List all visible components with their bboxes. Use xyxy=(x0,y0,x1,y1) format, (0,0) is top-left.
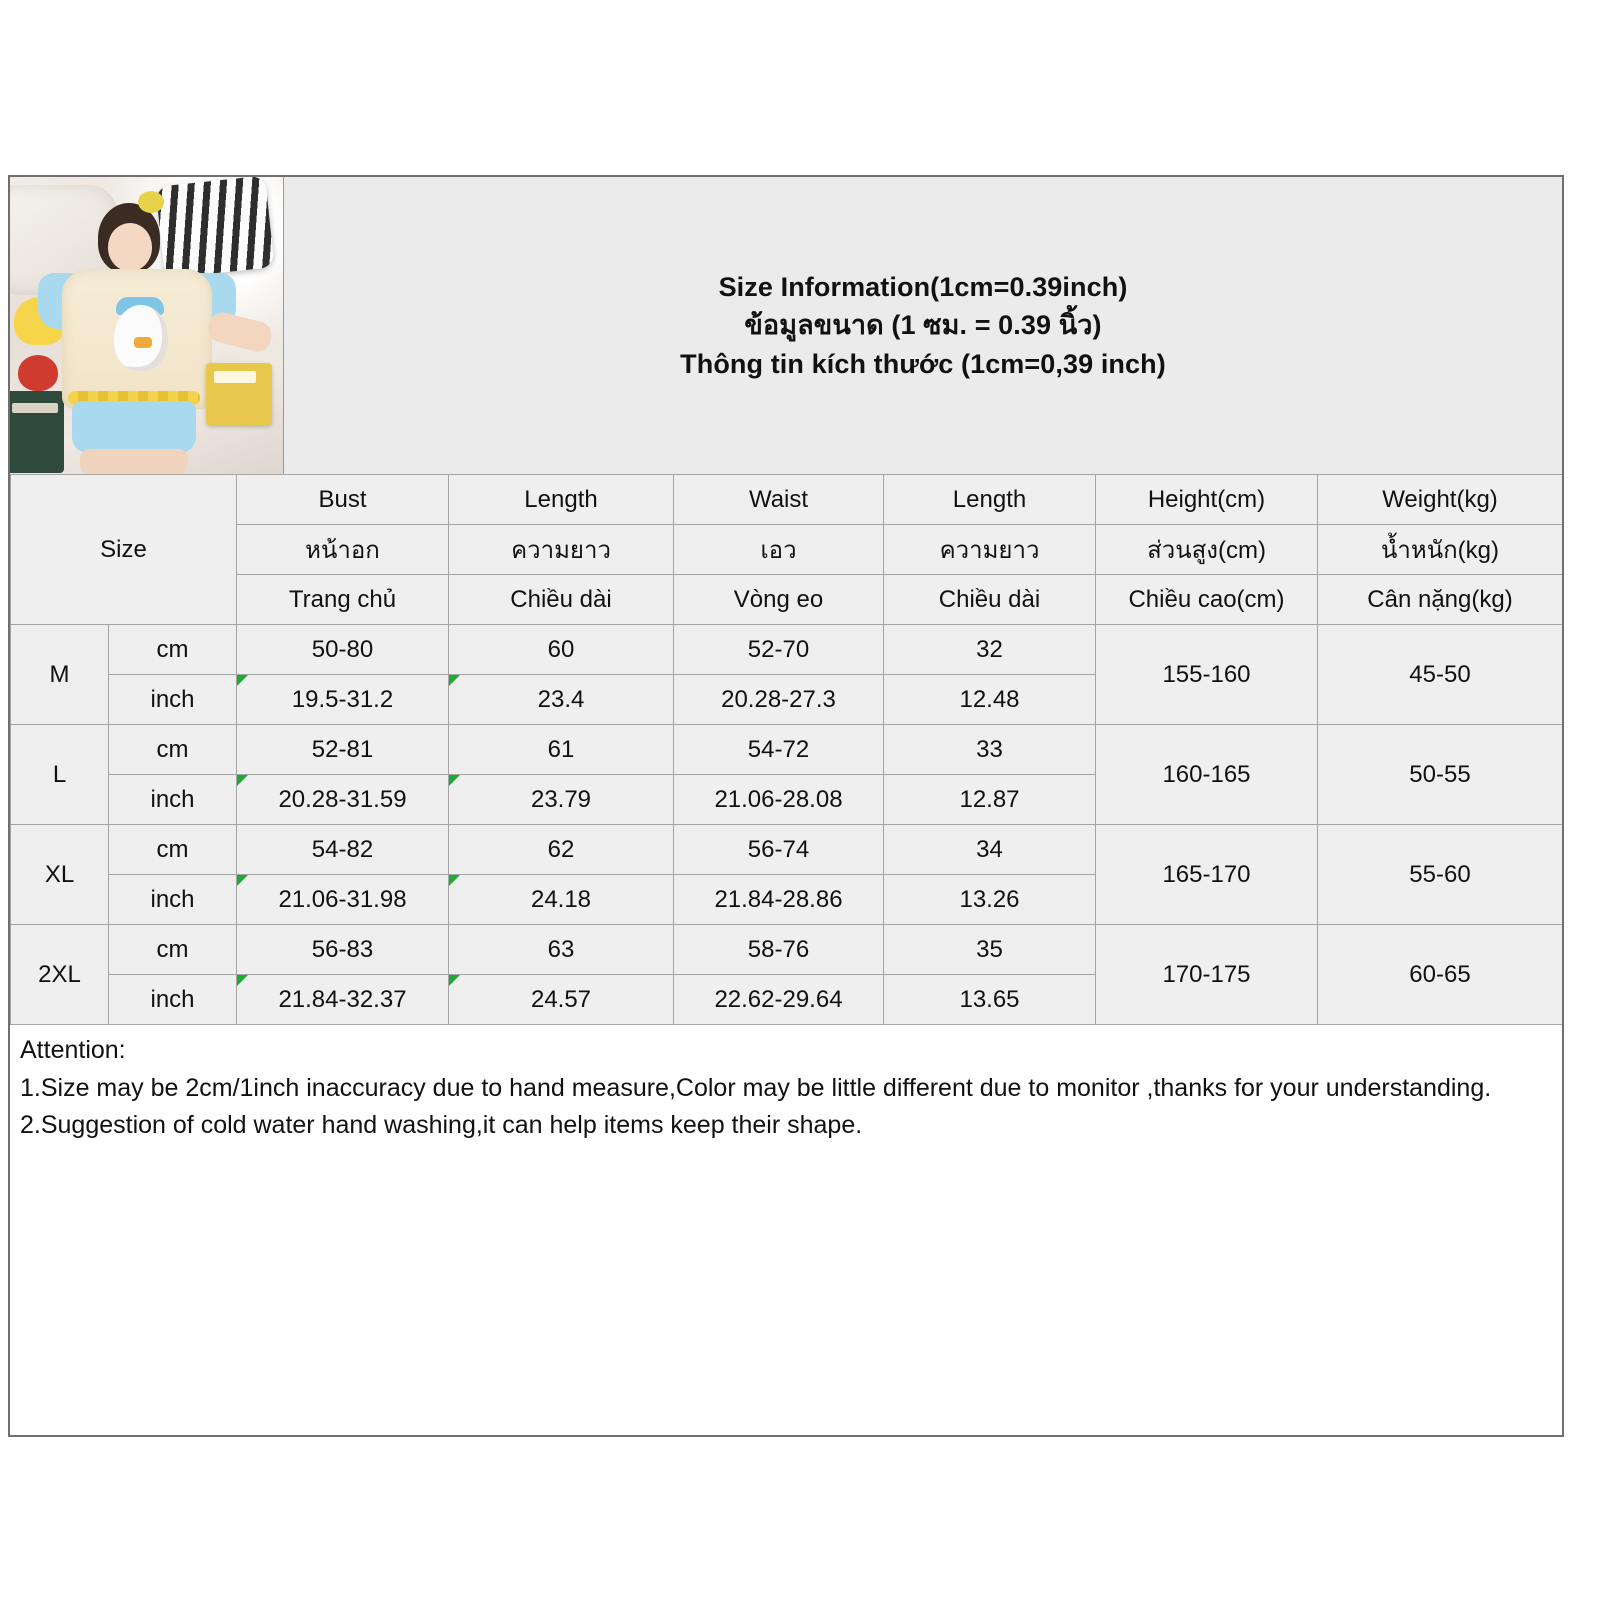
title-english: Size Information(1cm=0.39inch) xyxy=(718,272,1128,302)
table-row xyxy=(11,825,1563,875)
size-label-xl: XL xyxy=(11,825,109,925)
header-height-en: Height(cm) xyxy=(1096,475,1318,525)
2xl-inch-length1: 24.57 xyxy=(449,975,674,1025)
m-height: 155-160 xyxy=(1096,625,1318,725)
header-bust-th: หน้าอก xyxy=(237,525,449,575)
header-length1-en: Length xyxy=(449,475,674,525)
xl-cm-length2: 34 xyxy=(884,825,1096,875)
m-cm-length1: 60 xyxy=(449,625,674,675)
l-weight: 50-55 xyxy=(1318,725,1563,825)
l-height: 160-165 xyxy=(1096,725,1318,825)
unit-cm-xl: cm xyxy=(109,825,237,875)
2xl-cm-length2: 35 xyxy=(884,925,1096,975)
product-photo xyxy=(10,177,284,474)
2xl-height: 170-175 xyxy=(1096,925,1318,1025)
title-thai: ข้อมูลขนาด (1 ซม. = 0.39 นิ้ว) xyxy=(744,310,1102,341)
l-inch-length2: 12.87 xyxy=(884,775,1096,825)
xl-cm-waist: 56-74 xyxy=(674,825,884,875)
xl-inch-waist: 21.84-28.86 xyxy=(674,875,884,925)
header-weight-en: Weight(kg) xyxy=(1318,475,1563,525)
fruit-icon xyxy=(18,355,58,391)
model-legs xyxy=(80,449,188,474)
table-header-row-vi xyxy=(11,575,1563,625)
table-row xyxy=(11,925,1563,975)
l-cm-length2: 33 xyxy=(884,725,1096,775)
2xl-cm-waist: 58-76 xyxy=(674,925,884,975)
m-inch-length2: 12.48 xyxy=(884,675,1096,725)
pajama-shorts xyxy=(72,401,196,453)
xl-height: 165-170 xyxy=(1096,825,1318,925)
l-cm-length1: 61 xyxy=(449,725,674,775)
header-height-th: ส่วนสูง(cm) xyxy=(1096,525,1318,575)
m-inch-length1: 23.4 xyxy=(449,675,674,725)
title-block xyxy=(284,177,1562,474)
xl-inch-bust: 21.06-31.98 xyxy=(237,875,449,925)
green-corner-marker-icon xyxy=(281,177,284,186)
attention-block xyxy=(10,1025,1562,1144)
unit-cm-l: cm xyxy=(109,725,237,775)
table-header-row-en xyxy=(11,475,1563,525)
l-inch-length1: 23.79 xyxy=(449,775,674,825)
header-length2-en: Length xyxy=(884,475,1096,525)
unit-cm-2xl: cm xyxy=(109,925,237,975)
l-inch-bust: 20.28-31.59 xyxy=(237,775,449,825)
header-bust-vi: Trang chủ xyxy=(237,575,449,625)
xl-inch-length1: 24.18 xyxy=(449,875,674,925)
2xl-cm-bust: 56-83 xyxy=(237,925,449,975)
m-inch-bust: 19.5-31.2 xyxy=(237,675,449,725)
attention-line-1: 1.Size may be 2cm/1inch inaccuracy due to hand measure,Color may be little different due to monitor ,thanks for your understanding. xyxy=(20,1073,1492,1102)
header-length2-th: ความยาว xyxy=(884,525,1096,575)
size-label-m: M xyxy=(11,625,109,725)
2xl-cm-length1: 63 xyxy=(449,925,674,975)
header-waist-vi: Vòng eo xyxy=(674,575,884,625)
hair-bun-icon xyxy=(138,191,164,213)
2xl-inch-length2: 13.65 xyxy=(884,975,1096,1025)
duck-beak-icon xyxy=(134,337,152,348)
m-cm-length2: 32 xyxy=(884,625,1096,675)
header-row xyxy=(10,177,1562,474)
size-label-l: L xyxy=(11,725,109,825)
attention-line-2: 2.Suggestion of cold water hand washing,it can help items keep their shape. xyxy=(20,1111,863,1139)
l-inch-waist: 21.06-28.08 xyxy=(674,775,884,825)
2xl-inch-bust: 21.84-32.37 xyxy=(237,975,449,1025)
2xl-weight: 60-65 xyxy=(1318,925,1563,1025)
header-waist-en: Waist xyxy=(674,475,884,525)
table-header-row-th xyxy=(11,525,1563,575)
unit-inch-m: inch xyxy=(109,675,237,725)
m-cm-bust: 50-80 xyxy=(237,625,449,675)
m-weight: 45-50 xyxy=(1318,625,1563,725)
striped-pillow-icon xyxy=(155,177,274,278)
l-cm-bust: 52-81 xyxy=(237,725,449,775)
attention-heading: Attention: xyxy=(20,1036,126,1064)
box-label-icon xyxy=(12,403,58,413)
size-word-cell: Size xyxy=(11,475,237,625)
table-row xyxy=(11,625,1563,675)
header-waist-th: เอว xyxy=(674,525,884,575)
header-length1-th: ความยาว xyxy=(449,525,674,575)
header-weight-vi: Cân nặng(kg) xyxy=(1318,575,1563,625)
size-table xyxy=(10,474,1563,1025)
model-face xyxy=(108,223,152,271)
m-cm-waist: 52-70 xyxy=(674,625,884,675)
xl-cm-bust: 54-82 xyxy=(237,825,449,875)
xl-inch-length2: 13.26 xyxy=(884,875,1096,925)
size-label-2xl: 2XL xyxy=(11,925,109,1025)
xl-weight: 55-60 xyxy=(1318,825,1563,925)
l-cm-waist: 54-72 xyxy=(674,725,884,775)
size-chart-sheet xyxy=(8,175,1564,1437)
header-weight-th: น้ำหนัก(kg) xyxy=(1318,525,1563,575)
header-bust-en: Bust xyxy=(237,475,449,525)
unit-inch-2xl: inch xyxy=(109,975,237,1025)
header-height-vi: Chiều cao(cm) xyxy=(1096,575,1318,625)
unit-inch-xl: inch xyxy=(109,875,237,925)
header-length1-vi: Chiều dài xyxy=(449,575,674,625)
header-length2-vi: Chiều dài xyxy=(884,575,1096,625)
unit-cm-m: cm xyxy=(109,625,237,675)
m-inch-waist: 20.28-27.3 xyxy=(674,675,884,725)
book-label-icon xyxy=(214,371,256,383)
table-row xyxy=(11,725,1563,775)
xl-cm-length1: 62 xyxy=(449,825,674,875)
title-vietnamese: Thông tin kích thước (1cm=0,39 inch) xyxy=(680,348,1166,379)
unit-inch-l: inch xyxy=(109,775,237,825)
2xl-inch-waist: 22.62-29.64 xyxy=(674,975,884,1025)
